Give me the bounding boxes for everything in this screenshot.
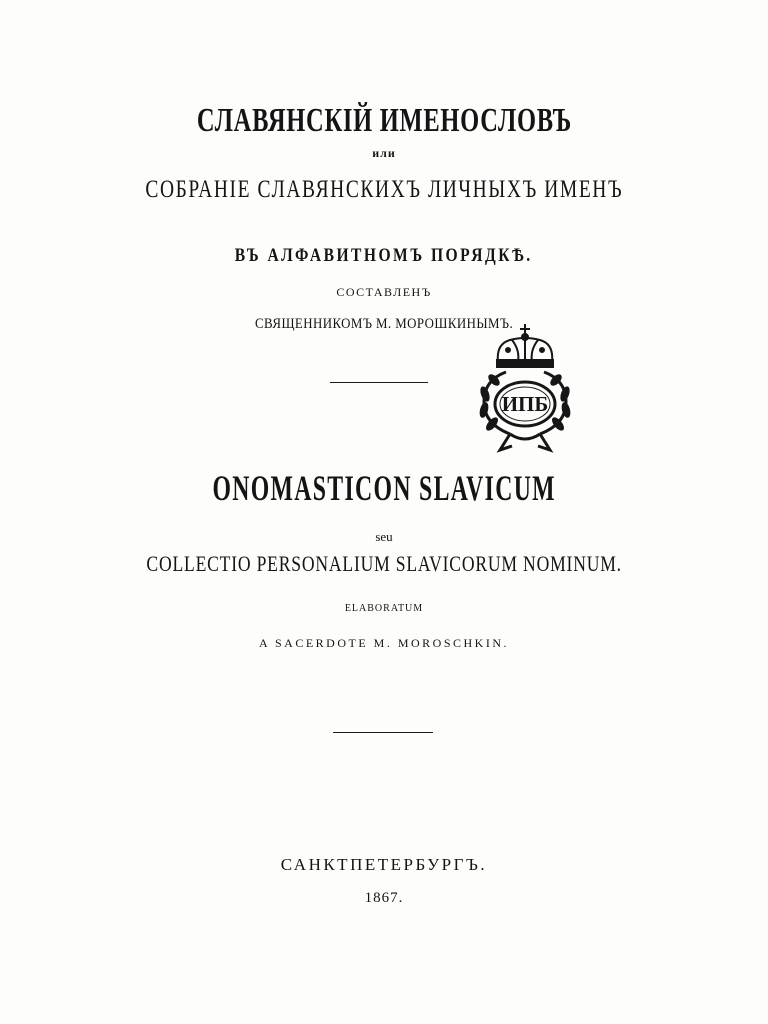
divider-rule-bottom (333, 732, 433, 733)
crown-icon (497, 324, 553, 367)
imprint-city: САНКТПЕТЕРБУРГЪ. (280, 855, 488, 874)
imprint-year: 1867. (364, 890, 404, 906)
ribbon-icon (500, 434, 550, 450)
latin-conjunction: seu (375, 529, 393, 544)
russian-subtitle: СОБРАНІЕ СЛАВЯНСКИХЪ ЛИЧНЫХЪ ИМЕНЪ (145, 176, 623, 203)
latin-title: ONOMASTICON SLAVICUM (212, 468, 556, 508)
russian-order-line: ВЪ АЛФАВИТНОМЪ ПОРЯДКѢ. (235, 245, 533, 266)
russian-conjunction: или (372, 146, 396, 160)
latin-subtitle: COLLECTIO PERSONALIUM SLAVICORUM NOMINUM. (146, 551, 622, 576)
russian-title: СЛАВЯНСКІЙ ИМЕНОСЛОВЪ (196, 102, 572, 139)
russian-compiled-label: СОСТАВЛЕНЪ (336, 285, 432, 299)
divider-rule-top (330, 382, 428, 383)
russian-author: СВЯЩЕННИКОМЪ М. МОРОШКИНЫМЪ. (254, 316, 514, 332)
latin-elaboratum: ELABORATUM (344, 603, 424, 614)
crown-wreath-library-stamp-icon (470, 322, 580, 462)
stamp-text: ИПБ (501, 392, 549, 416)
latin-author: A SACERDOTE M. MOROSCHKIN. (258, 636, 510, 650)
